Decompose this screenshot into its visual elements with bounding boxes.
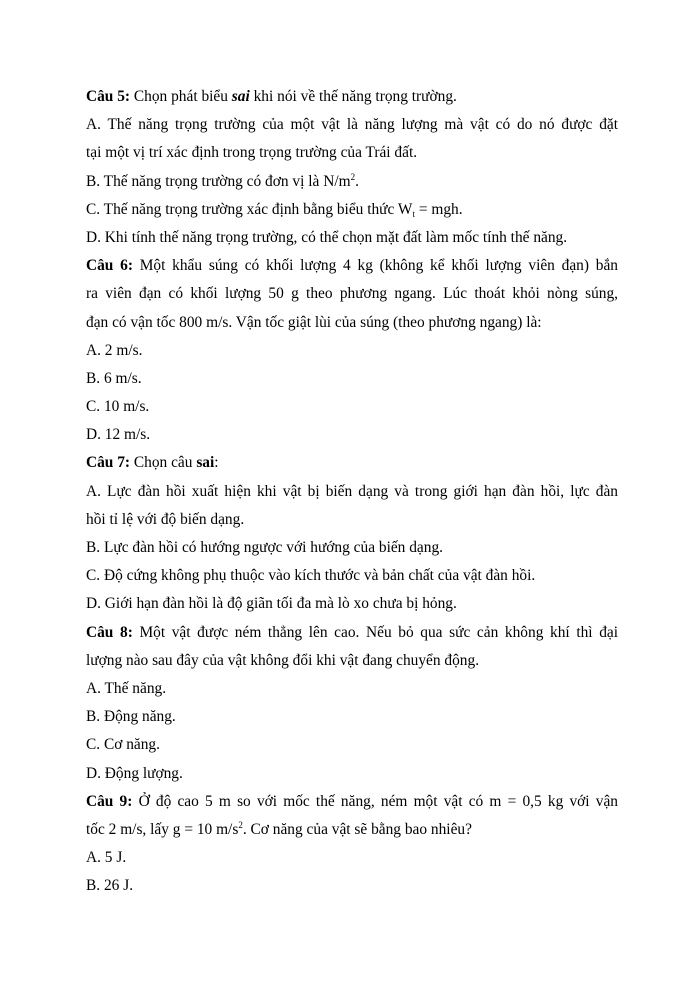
- question-5-option-a-line2: tại một vị trí xác định trong trọng trường của Trái đất.: [86, 144, 418, 162]
- question-6-stem-line3: đạn có vận tốc 800 m/s. Vận tốc giật lùi của súng (theo phương ngang) là:: [86, 313, 542, 331]
- option-c-end: = mgh.: [414, 200, 463, 218]
- question-6-stem-line1: [86, 252, 618, 280]
- question-5-emphasis: sai: [231, 88, 250, 105]
- question-6-option-d: D. 12 m/s.: [86, 426, 151, 444]
- question-7-option-b: B. Lực đàn hồi có hướng ngược với hướng của biến dạng.: [86, 539, 443, 556]
- question-7-text: Chọn câu: [130, 454, 197, 472]
- superscript: 2: [350, 171, 356, 182]
- question-5-stem: [86, 83, 618, 111]
- question-9-text: Ở độ cao 5 m so với mốc thế năng, ném một vật có m = 0,5 kg với vận: [132, 792, 618, 810]
- option-b-end: .: [355, 172, 359, 190]
- question-8-stem-line2: lượng nào sau đây của vật không đổi khi vật đang chuyển động.: [86, 651, 480, 669]
- question-5-text-end: khi nói về thế năng trọng trường.: [249, 88, 457, 105]
- question-9-text-2: tốc 2 m/s, lấy g = 10 m/s: [86, 820, 239, 838]
- question-8-label: Câu 8:: [86, 623, 133, 641]
- question-5-option-c: [86, 196, 618, 224]
- question-9-stem-line2: [86, 816, 618, 844]
- question-8-option-a: A. Thế năng.: [86, 679, 167, 697]
- question-7-emphasis: sai: [196, 454, 215, 472]
- question-5-option-b: [86, 168, 618, 196]
- question-6-label: Câu 6:: [86, 257, 133, 275]
- option-b-text: B. Thế năng trọng trường có đơn vị là N/m: [86, 172, 351, 190]
- question-8-stem-line1: [86, 619, 618, 647]
- question-5-option-d: D. Khi tính thế năng trọng trường, có thể chọn mặt đất làm mốc tính thế năng.: [86, 228, 568, 246]
- question-5-option-a-line1: A. Thế năng trọng trường của một vật là năng lượng mà vật có do nó được đặt: [86, 116, 618, 134]
- question-8-option-d: D. Động lượng.: [86, 764, 183, 782]
- question-7-option-a-line2: hồi tỉ lệ với độ biến dạng.: [86, 510, 245, 528]
- option-c-text: C. Thế năng trọng trường xác định bằng biểu thức W: [86, 200, 413, 218]
- question-6-text: Một khẩu súng có khối lượng 4 kg (không kể khối lượng viên đạn) bắn: [132, 257, 618, 275]
- question-8-option-b: B. Động năng.: [86, 708, 176, 726]
- question-8-option-c: C. Cơ năng.: [86, 736, 160, 754]
- question-9-text-end: . Cơ năng của vật sẽ bằng bao nhiêu?: [242, 820, 472, 838]
- question-7-option-c: C. Độ cứng không phụ thuộc vào kích thước và bản chất của vật đàn hồi.: [86, 567, 536, 585]
- question-5-label: Câu 5:: [86, 88, 131, 105]
- question-6-option-a: A. 2 m/s.: [86, 341, 143, 359]
- question-9-option-a: A. 5 J.: [86, 849, 127, 867]
- question-7-option-d: D. Giới hạn đàn hồi là độ giãn tối đa mà lò xo chưa bị hỏng.: [86, 595, 457, 613]
- question-7-text-end: :: [214, 454, 219, 472]
- question-8-text: Một vật được ném thẳng lên cao. Nếu bỏ qua sức cản không khí thì đại: [132, 623, 618, 641]
- question-9-stem-line1: [86, 788, 618, 816]
- subscript: t: [412, 208, 415, 219]
- worksheet-page: [86, 83, 618, 900]
- question-7-label: Câu 7:: [86, 454, 131, 472]
- question-9-option-b: B. 26 J.: [86, 877, 134, 895]
- question-5-text: Chọn phát biểu: [130, 88, 232, 105]
- question-7-option-a-line1: A. Lực đàn hồi xuất hiện khi vật bị biến dạng và trong giới hạn đàn hồi, lực đàn: [86, 482, 618, 500]
- question-6-option-c: C. 10 m/s.: [86, 398, 150, 416]
- question-9-label: Câu 9:: [86, 792, 133, 810]
- question-7-stem: [86, 449, 618, 477]
- superscript: 2: [238, 819, 243, 830]
- question-6-stem-line2: ra viên đạn có khối lượng 50 g theo phương ngang. Lúc thoát khỏi nòng súng,: [86, 285, 618, 303]
- question-6-option-b: B. 6 m/s.: [86, 369, 142, 387]
